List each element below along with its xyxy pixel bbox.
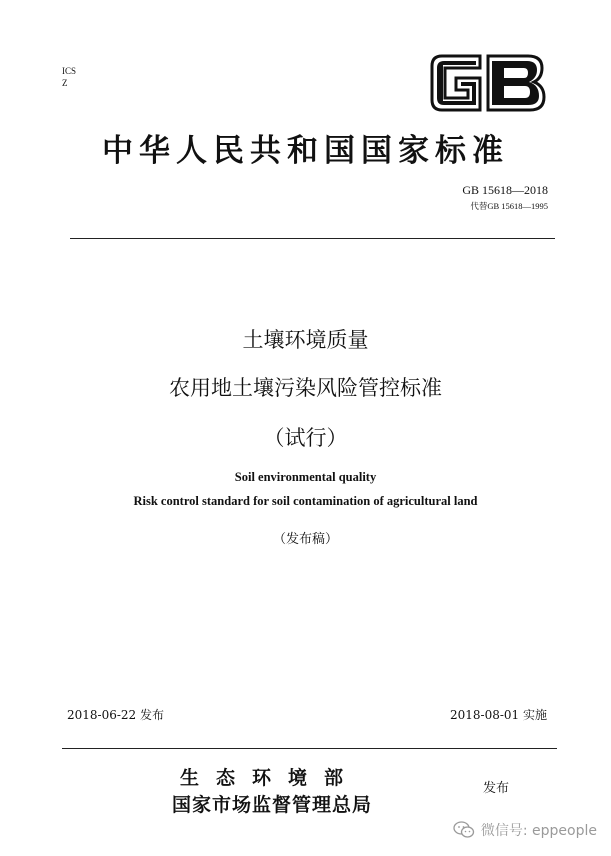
wechat-icon (453, 821, 475, 839)
replaces-standard: 代替GB 15618—1995 (470, 201, 548, 211)
category-code: Z (62, 78, 68, 88)
issue-date: 2018-06-22 发布 (67, 708, 165, 722)
ics-label: ICS (62, 66, 77, 76)
issuer-administration: 国家市场监督管理总局 (172, 794, 373, 816)
standard-number: GB 15618—2018 (462, 183, 548, 197)
cn-title-line3: （试行） (263, 426, 348, 450)
gb-logo-graphic (428, 48, 548, 118)
footer-divider (62, 748, 557, 749)
gb-logo (428, 48, 548, 118)
en-title-line2: Risk control standard for soil contamination of agricultural land (133, 494, 478, 508)
cn-title-line2: 农用地土壤污染风险管控标准 (169, 376, 442, 400)
en-title-line1: Soil environmental quality (234, 470, 377, 484)
cn-title-line1: 土壤环境质量 (242, 328, 369, 352)
wechat-watermark (453, 820, 597, 840)
draft-label: （发布稿） (272, 532, 338, 547)
implementation-date: 2018-08-01 实施 (449, 708, 547, 722)
header-divider (70, 238, 555, 239)
country-standard-title: 中华人民共和国国家标准 (102, 133, 509, 169)
watermark-text: 微信号: eppeople (480, 823, 597, 839)
issue-word: 发布 (483, 781, 510, 796)
issuer-ministry: 生态环境部 (180, 767, 361, 789)
